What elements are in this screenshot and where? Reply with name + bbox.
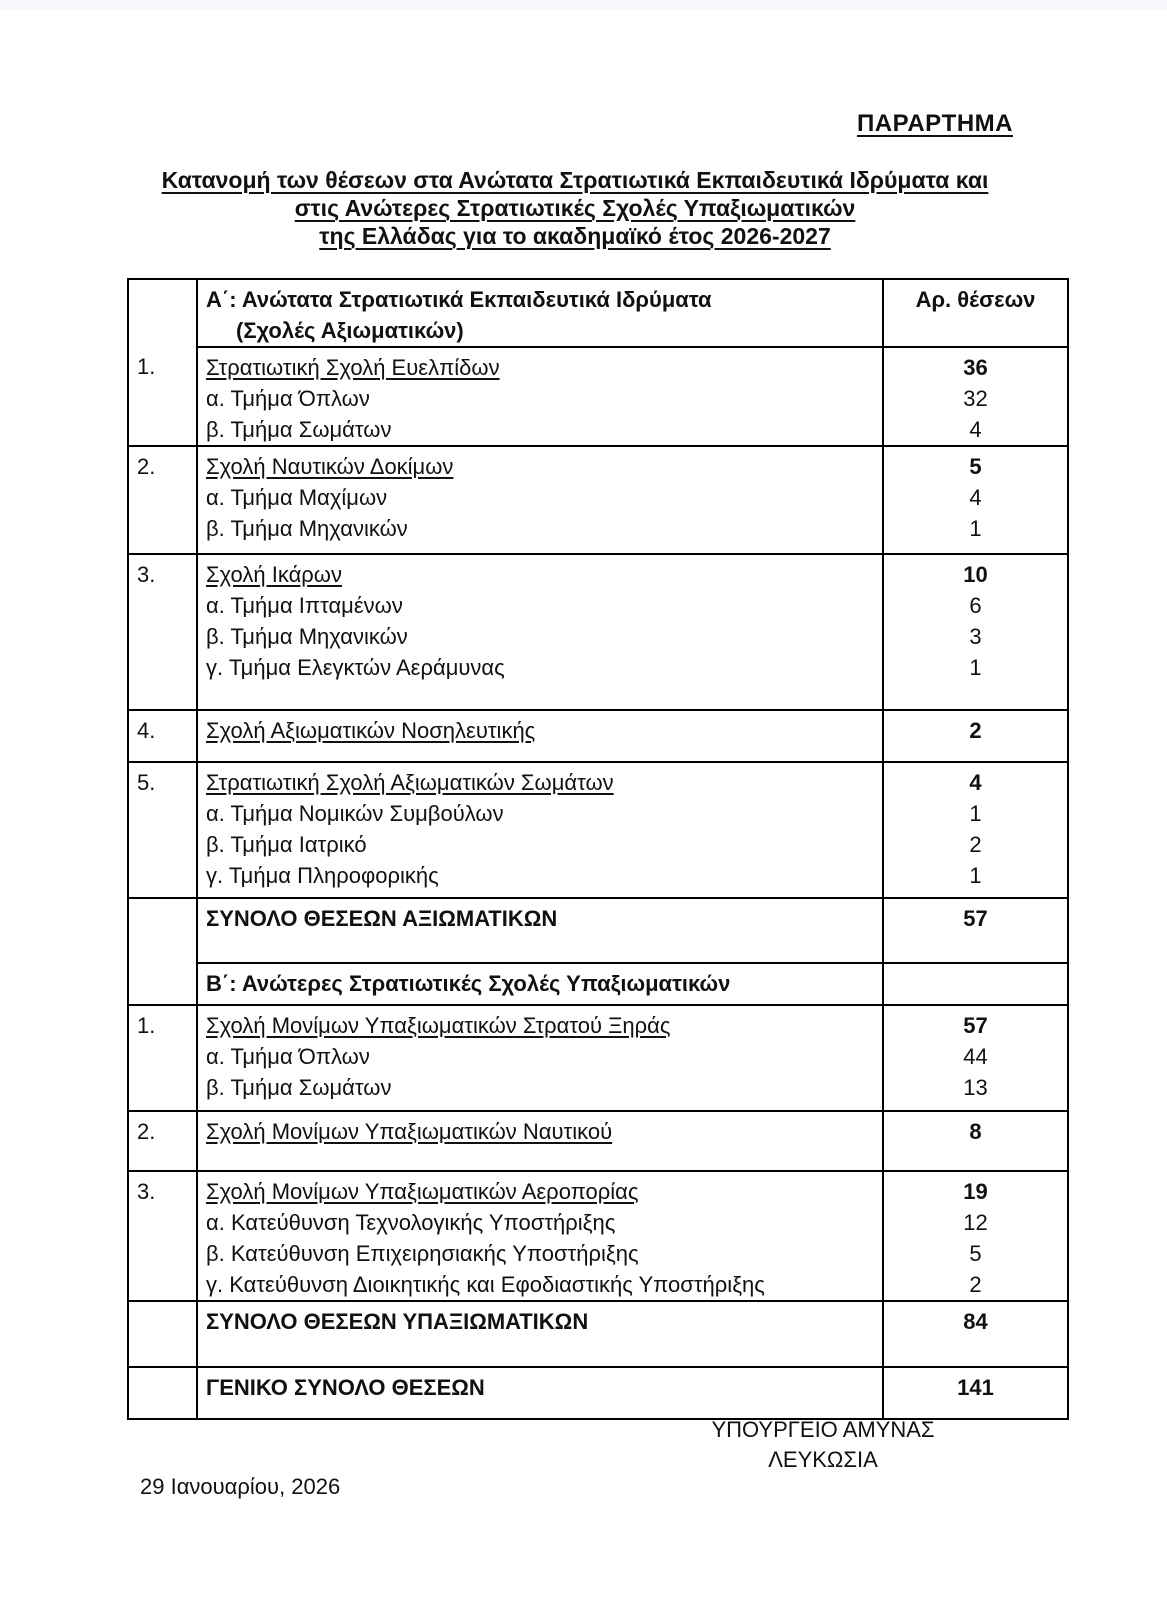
department-item: γ. Τμήμα Ελεγκτών Αεράμυνας	[206, 655, 505, 680]
section-a-total-row	[128, 898, 1068, 963]
positions-cell	[883, 554, 1068, 710]
section-b-total-row	[128, 1301, 1068, 1367]
row-number: 3.	[128, 554, 197, 710]
row-number-cell	[128, 898, 197, 963]
positions-sub-value: 32	[963, 386, 988, 411]
ministry-name: ΥΠΟΥΡΓΕΙΟ ΑΜΥΝΑΣ	[711, 1417, 935, 1442]
table-row	[128, 1005, 1068, 1111]
row-number: 2.	[128, 1111, 197, 1171]
table-row	[128, 446, 1068, 554]
positions-cell	[883, 1111, 1068, 1171]
document-title-line-2: στις Ανώτερες Στρατιωτικές Σχολές Υπαξιωματικών	[294, 195, 856, 221]
school-cell	[197, 1111, 883, 1171]
department-item: β. Τμήμα Σωμάτων	[206, 417, 392, 442]
row-number-cell	[128, 1367, 197, 1419]
school-cell	[197, 710, 883, 762]
department-item: α. Τμήμα Όπλων	[206, 1044, 370, 1069]
row-number: 1.	[128, 1005, 197, 1111]
section-b-total-label: ΣΥΝΟΛΟ ΘΕΣΕΩΝ ΥΠΑΞΙΩΜΑΤΙΚΩΝ	[206, 1309, 589, 1334]
school-cell	[197, 554, 883, 710]
positions-sub-value: 1	[969, 801, 982, 826]
positions-table	[127, 278, 1069, 1420]
department-item: β. Τμήμα Σωμάτων	[206, 1075, 392, 1100]
department-item: α. Κατεύθυνση Τεχνολογικής Υποστήριξης	[206, 1210, 616, 1235]
scan-top-band	[0, 0, 1167, 10]
department-item: α. Τμήμα Όπλων	[206, 386, 370, 411]
row-number: 5.	[128, 762, 197, 898]
section-a-header-cell	[197, 279, 883, 347]
school-name: Σχολή Ικάρων	[206, 562, 342, 587]
table-row	[128, 762, 1068, 898]
positions-sub-value: 1	[969, 516, 982, 541]
table-row	[128, 1111, 1068, 1171]
school-name: Σχολή Ναυτικών Δοκίμων	[206, 454, 454, 479]
positions-cell	[883, 347, 1068, 446]
document-title-line-1: Κατανομή των θέσεων στα Ανώτατα Στρατιωτικά Εκπαιδευτικά Ιδρύματα και	[161, 167, 989, 193]
section-a-header-line-2: (Σχολές Αξιωματικών)	[236, 318, 464, 343]
section-b-header-cell	[197, 963, 883, 1005]
row-number-cell	[128, 279, 197, 347]
grand-total-label: ΓΕΝΙΚΟ ΣΥΝΟΛΟ ΘΕΣΕΩΝ	[206, 1375, 485, 1400]
row-number: 4.	[128, 710, 197, 762]
school-cell	[197, 1171, 883, 1301]
department-item: α. Τμήμα Μαχίμων	[206, 485, 388, 510]
section-b-header-row	[128, 963, 1068, 1005]
department-item: β. Τμήμα Μηχανικών	[206, 516, 408, 541]
section-a-header-line-1: Α΄: Ανώτατα Στρατιωτικά Εκπαιδευτικά Ιδρύματα	[206, 287, 712, 312]
document-title-line-3: της Ελλάδας για το ακαδημαϊκό έτος 2026-2027	[319, 223, 831, 249]
grand-total-row	[128, 1367, 1068, 1419]
positions-sub-value: 1	[969, 863, 982, 888]
school-name: Σχολή Μονίμων Υπαξιωματικών Αεροπορίας	[206, 1179, 639, 1204]
total-value-cell	[883, 898, 1068, 963]
total-label-cell	[197, 898, 883, 963]
school-name: Σχολή Μονίμων Υπαξιωματικών Στρατού Ξηράς	[206, 1013, 671, 1038]
table-row	[128, 1171, 1068, 1301]
positions-sub-value: 12	[963, 1210, 988, 1235]
school-name: Στρατιωτική Σχολή Αξιωματικών Σωμάτων	[206, 770, 614, 795]
table-row	[128, 554, 1068, 710]
positions-sub-value: 5	[969, 1241, 982, 1266]
section-a-total-value: 57	[963, 906, 988, 931]
positions-sub-value: 2	[969, 832, 982, 857]
positions-cell	[883, 762, 1068, 898]
row-number: 3.	[128, 1171, 197, 1301]
school-cell	[197, 1005, 883, 1111]
ministry-city: ΛΕΥΚΩΣΙΑ	[768, 1447, 878, 1472]
positions-sub-value: 2	[969, 1272, 982, 1297]
department-item: α. Τμήμα Νομικών Συμβούλων	[206, 801, 504, 826]
section-a-header-row	[128, 279, 1068, 347]
document-date: 29 Ιανουαρίου, 2026	[140, 1474, 341, 1499]
positions-column-header: Αρ. θέσεων	[915, 287, 1036, 312]
positions-total: 19	[963, 1179, 988, 1204]
school-name: Στρατιωτική Σχολή Ευελπίδων	[206, 355, 500, 380]
positions-column-header-cell	[883, 279, 1068, 347]
row-number: 2.	[128, 446, 197, 554]
school-name: Σχολή Αξιωματικών Νοσηλευτικής	[206, 718, 536, 743]
positions-cell	[883, 710, 1068, 762]
positions-sub-value: 6	[969, 593, 982, 618]
department-item: γ. Κατεύθυνση Διοικητικής και Εφοδιαστικής Υποστήριξης	[206, 1272, 765, 1297]
positions-sub-value: 44	[963, 1044, 988, 1069]
school-cell	[197, 762, 883, 898]
positions-table-wrap	[127, 278, 1069, 1420]
total-label-cell	[197, 1367, 883, 1419]
positions-sub-value: 3	[969, 624, 982, 649]
positions-total: 36	[963, 355, 988, 380]
positions-cell	[883, 1171, 1068, 1301]
positions-sub-value: 4	[969, 417, 982, 442]
positions-total: 10	[963, 562, 988, 587]
school-cell	[197, 446, 883, 554]
positions-cell	[883, 1005, 1068, 1111]
department-item: β. Τμήμα Μηχανικών	[206, 624, 408, 649]
total-value-cell	[883, 1367, 1068, 1419]
section-a-total-label: ΣΥΝΟΛΟ ΘΕΣΕΩΝ ΑΞΙΩΜΑΤΙΚΩΝ	[206, 906, 558, 931]
department-item: β. Τμήμα Ιατρικό	[206, 832, 367, 857]
school-cell	[197, 347, 883, 446]
positions-cell	[883, 963, 1068, 1005]
grand-total-value: 141	[957, 1375, 994, 1400]
annex-heading: ΠΑΡΑΡΤΗΜΑ	[856, 110, 1013, 137]
positions-total: 8	[969, 1119, 982, 1144]
ministry-signature-block	[693, 1415, 953, 1475]
department-item: γ. Τμήμα Πληροφορικής	[206, 863, 439, 888]
total-value-cell	[883, 1301, 1068, 1367]
positions-total: 4	[969, 770, 982, 795]
department-item: β. Κατεύθυνση Επιχειρησιακής Υποστήριξης	[206, 1241, 639, 1266]
row-number-cell	[128, 963, 197, 1005]
positions-total: 2	[969, 718, 982, 743]
positions-total: 57	[963, 1013, 988, 1038]
section-b-header: Β΄: Ανώτερες Στρατιωτικές Σχολές Υπαξιωματικών	[206, 971, 731, 996]
row-number: 1.	[128, 347, 197, 446]
table-row	[128, 710, 1068, 762]
document-title	[60, 166, 1090, 250]
table-row	[128, 347, 1068, 446]
row-number-cell	[128, 1301, 197, 1367]
positions-total: 5	[969, 454, 982, 479]
positions-cell	[883, 446, 1068, 554]
section-b-total-value: 84	[963, 1309, 988, 1334]
positions-sub-value: 13	[963, 1075, 988, 1100]
positions-sub-value: 4	[969, 485, 982, 510]
school-name: Σχολή Μονίμων Υπαξιωματικών Ναυτικού	[206, 1119, 613, 1144]
total-label-cell	[197, 1301, 883, 1367]
positions-sub-value: 1	[969, 655, 982, 680]
department-item: α. Τμήμα Ιπταμένων	[206, 593, 403, 618]
